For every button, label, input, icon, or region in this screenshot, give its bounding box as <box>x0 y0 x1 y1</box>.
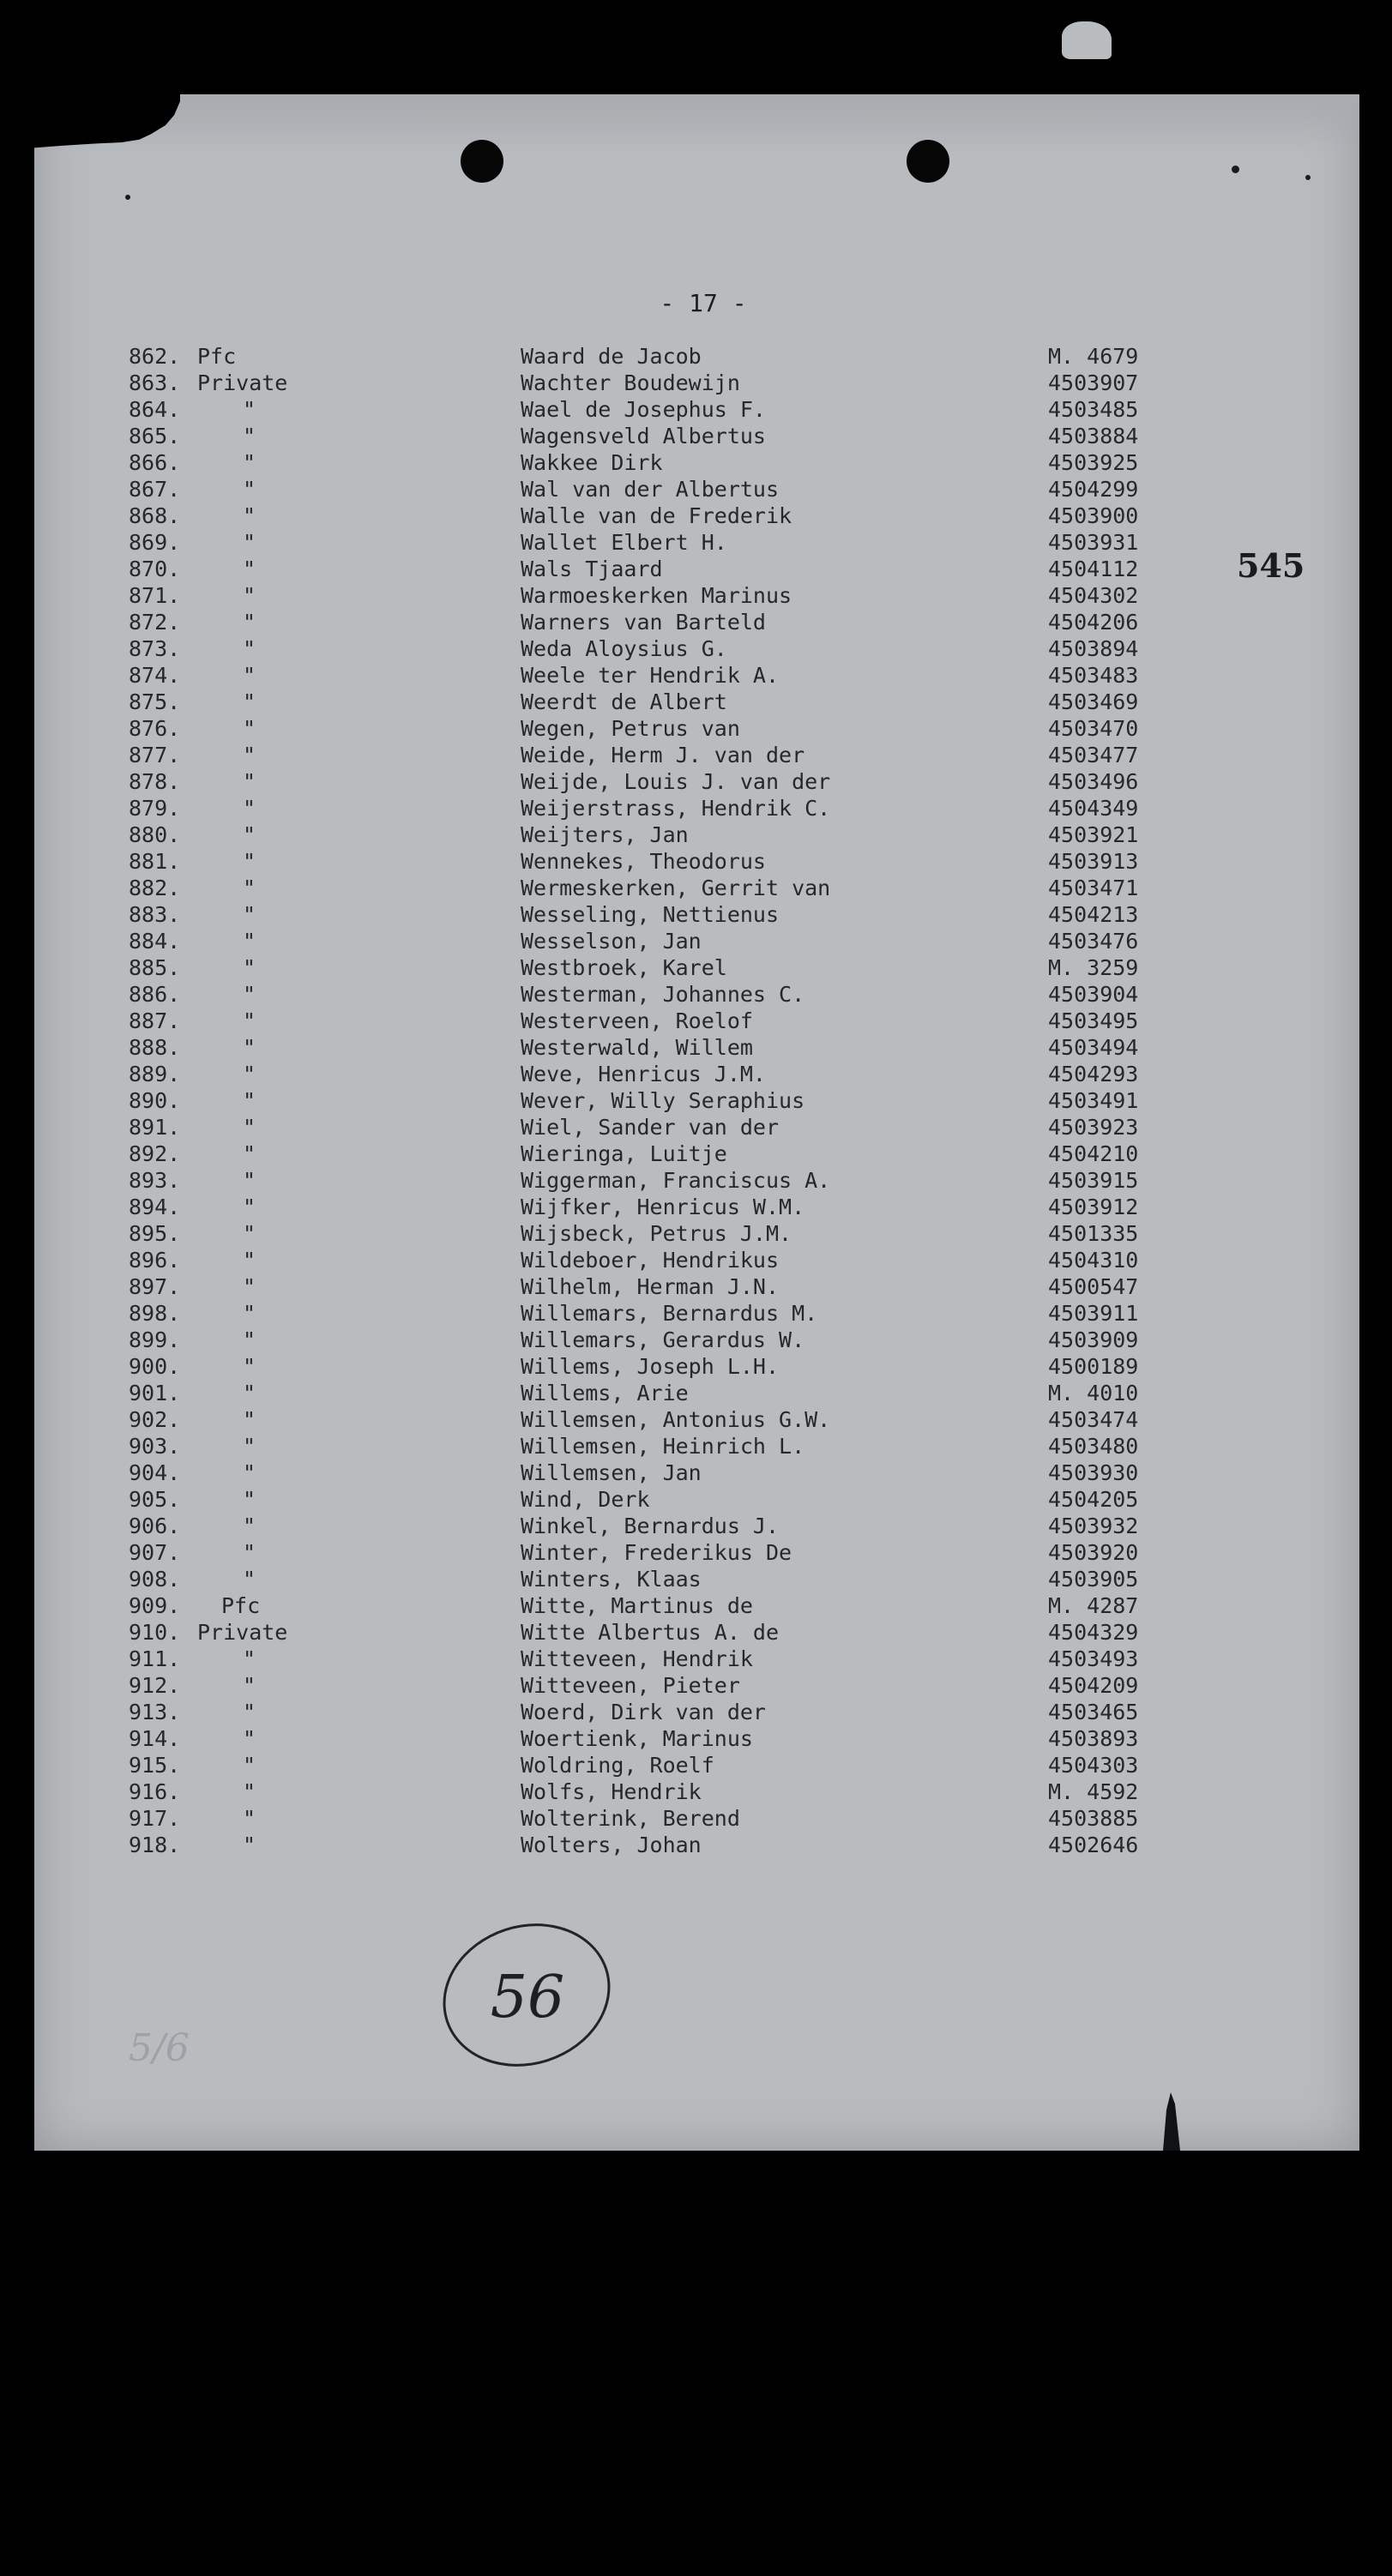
row-serial: M. 4287 <box>1048 1593 1139 1618</box>
row-rank: " <box>243 450 256 475</box>
row-rank: " <box>243 1035 256 1060</box>
row-name: Westerwald, Willem <box>521 1035 753 1060</box>
row-number: 900. <box>129 1354 181 1379</box>
row-name: Weijters, Jan <box>521 822 689 847</box>
row-serial: 4502646 <box>1048 1833 1139 1857</box>
row-serial: 4503493 <box>1048 1646 1139 1671</box>
row-rank: " <box>243 1248 256 1273</box>
row-serial: 4503471 <box>1048 876 1139 900</box>
row-number: 888. <box>129 1035 181 1060</box>
row-name: Witte, Martinus de <box>521 1593 753 1618</box>
row-serial: 4503905 <box>1048 1567 1139 1592</box>
roster-row <box>0 1592 1392 1619</box>
row-serial: 4503894 <box>1048 636 1139 661</box>
row-rank: " <box>243 1514 256 1538</box>
row-rank: Private <box>197 1620 288 1645</box>
row-number: 867. <box>129 477 181 502</box>
row-name: Wakkee Dirk <box>521 450 663 475</box>
roster-row <box>0 1061 1392 1087</box>
roster-row <box>0 1273 1392 1300</box>
row-serial: 4503912 <box>1048 1195 1139 1219</box>
row-rank: " <box>243 397 256 422</box>
row-name: Wennekes, Theodorus <box>521 849 766 874</box>
row-name: Wolterink, Berend <box>521 1806 740 1831</box>
roster-row <box>0 423 1392 449</box>
roster-row <box>0 1539 1392 1566</box>
row-number: 891. <box>129 1115 181 1140</box>
row-number: 879. <box>129 796 181 821</box>
row-rank: " <box>243 1115 256 1140</box>
row-number: 908. <box>129 1567 181 1592</box>
row-name: Westerman, Johannes C. <box>521 982 805 1007</box>
row-rank: " <box>243 1168 256 1193</box>
row-number: 894. <box>129 1195 181 1219</box>
row-number: 881. <box>129 849 181 874</box>
row-rank: " <box>243 1141 256 1166</box>
row-number: 895. <box>129 1221 181 1246</box>
roster-row <box>0 1087 1392 1114</box>
roster-row <box>0 1725 1392 1752</box>
row-number: 898. <box>129 1301 181 1326</box>
roster-row <box>0 1406 1392 1433</box>
row-number: 892. <box>129 1141 181 1166</box>
roster-row <box>0 875 1392 901</box>
row-rank: " <box>243 1407 256 1432</box>
row-rank: " <box>243 1833 256 1857</box>
roster-row <box>0 476 1392 503</box>
row-rank: " <box>243 902 256 927</box>
row-rank: " <box>243 503 256 528</box>
row-rank: " <box>243 1008 256 1033</box>
roster-row <box>0 1353 1392 1380</box>
row-name: Wals Tjaard <box>521 557 663 581</box>
row-number: 875. <box>129 689 181 714</box>
row-name: Wermeskerken, Gerrit van <box>521 876 831 900</box>
row-number: 918. <box>129 1833 181 1857</box>
row-serial: 4500189 <box>1048 1354 1139 1379</box>
row-number: 909. <box>129 1593 181 1618</box>
row-serial: 4504329 <box>1048 1620 1139 1645</box>
row-name: Wiel, Sander van der <box>521 1115 780 1140</box>
row-number: 876. <box>129 716 181 741</box>
row-serial: 4503921 <box>1048 822 1139 847</box>
row-rank: " <box>243 1301 256 1326</box>
row-name: Winkel, Bernardus J. <box>521 1514 780 1538</box>
roster-row <box>0 768 1392 795</box>
roster-row <box>0 609 1392 635</box>
row-name: Wesselson, Jan <box>521 929 702 954</box>
row-serial: 4503496 <box>1048 769 1139 794</box>
roster-row <box>0 635 1392 662</box>
row-name: Westerveen, Roelof <box>521 1008 753 1033</box>
roster-row <box>0 1327 1392 1353</box>
roster-row <box>0 1220 1392 1247</box>
roster-row <box>0 1008 1392 1034</box>
row-serial: 4503485 <box>1048 397 1139 422</box>
row-name: Wolfs, Hendrik <box>521 1779 702 1804</box>
roster-row <box>0 1167 1392 1194</box>
row-rank: " <box>243 769 256 794</box>
row-name: Weerdt de Albert <box>521 689 727 714</box>
row-number: 874. <box>129 663 181 688</box>
row-number: 884. <box>129 929 181 954</box>
row-name: Weele ter Hendrik A. <box>521 663 780 688</box>
row-serial: 4501335 <box>1048 1221 1139 1246</box>
row-name: Willemsen, Jan <box>521 1460 702 1485</box>
row-number: 902. <box>129 1407 181 1432</box>
row-serial: 4504112 <box>1048 557 1139 581</box>
row-name: Wijfker, Henricus W.M. <box>521 1195 805 1219</box>
row-serial: 4503925 <box>1048 450 1139 475</box>
ink-speck <box>125 195 130 200</box>
roster-row <box>0 928 1392 954</box>
row-rank: " <box>243 557 256 581</box>
roster-row <box>0 1619 1392 1646</box>
row-serial: M. 4679 <box>1048 344 1139 369</box>
row-number: 905. <box>129 1487 181 1512</box>
row-rank: " <box>243 477 256 502</box>
row-serial: 4504299 <box>1048 477 1139 502</box>
row-rank: " <box>243 1274 256 1299</box>
row-serial: 4503495 <box>1048 1008 1139 1033</box>
row-number: 887. <box>129 1008 181 1033</box>
row-serial: 4504213 <box>1048 902 1139 927</box>
folio-number: 545 <box>1237 546 1305 585</box>
row-number: 870. <box>129 557 181 581</box>
row-name: Wever, Willy Seraphius <box>521 1088 805 1113</box>
row-serial: 4503913 <box>1048 849 1139 874</box>
row-name: Weijde, Louis J. van der <box>521 769 831 794</box>
punch-hole-left <box>461 140 503 183</box>
roster-list <box>0 343 1392 1858</box>
row-rank: " <box>243 583 256 608</box>
roster-row <box>0 822 1392 848</box>
row-rank: " <box>243 822 256 847</box>
roster-row <box>0 1486 1392 1513</box>
row-number: 907. <box>129 1540 181 1565</box>
row-rank: " <box>243 929 256 954</box>
row-number: 878. <box>129 769 181 794</box>
row-name: Wilhelm, Herman J.N. <box>521 1274 780 1299</box>
roster-row <box>0 556 1392 582</box>
punch-hole-right <box>907 140 949 183</box>
row-number: 910. <box>129 1620 181 1645</box>
row-rank: " <box>243 610 256 635</box>
roster-row <box>0 901 1392 928</box>
row-name: Weda Aloysius G. <box>521 636 727 661</box>
roster-row <box>0 1114 1392 1141</box>
row-rank: " <box>243 1327 256 1352</box>
row-rank: " <box>243 1673 256 1698</box>
row-name: Witte Albertus A. de <box>521 1620 780 1645</box>
row-number: 896. <box>129 1248 181 1273</box>
row-rank: " <box>243 1646 256 1671</box>
circled-number: 56 <box>490 1964 565 2031</box>
row-number: 863. <box>129 370 181 395</box>
roster-row <box>0 689 1392 715</box>
row-rank: " <box>243 530 256 555</box>
row-name: Waard de Jacob <box>521 344 702 369</box>
row-number: 890. <box>129 1088 181 1113</box>
roster-row <box>0 1194 1392 1220</box>
roster-row <box>0 343 1392 370</box>
row-name: Winter, Frederikus De <box>521 1540 792 1565</box>
row-name: Wieringa, Luitje <box>521 1141 727 1166</box>
row-name: Woertienk, Marinus <box>521 1726 753 1751</box>
row-serial: 4503494 <box>1048 1035 1139 1060</box>
roster-row <box>0 1247 1392 1273</box>
row-serial: 4503491 <box>1048 1088 1139 1113</box>
roster-row <box>0 1646 1392 1672</box>
roster-row <box>0 582 1392 609</box>
row-name: Wael de Josephus F. <box>521 397 766 422</box>
roster-row <box>0 396 1392 423</box>
row-rank: " <box>243 1753 256 1778</box>
paper-tab <box>1062 21 1112 59</box>
row-serial: 4503476 <box>1048 929 1139 954</box>
row-rank: " <box>243 1088 256 1113</box>
row-serial: 4500547 <box>1048 1274 1139 1299</box>
row-serial: 4503920 <box>1048 1540 1139 1565</box>
roster-row <box>0 1566 1392 1592</box>
row-serial: 4503480 <box>1048 1434 1139 1459</box>
row-number: 882. <box>129 876 181 900</box>
roster-row <box>0 981 1392 1008</box>
row-name: Wal van der Albertus <box>521 477 780 502</box>
row-serial: 4503923 <box>1048 1115 1139 1140</box>
row-serial: M. 3259 <box>1048 955 1139 980</box>
row-serial: 4503483 <box>1048 663 1139 688</box>
row-name: Willems, Joseph L.H. <box>521 1354 780 1379</box>
row-rank: " <box>243 876 256 900</box>
row-name: Wesseling, Nettienus <box>521 902 780 927</box>
row-number: 893. <box>129 1168 181 1193</box>
row-name: Witteveen, Pieter <box>521 1673 740 1698</box>
ink-speck <box>1232 166 1239 173</box>
row-rank: " <box>243 1381 256 1405</box>
row-serial: 4503900 <box>1048 503 1139 528</box>
row-name: Wildeboer, Hendrikus <box>521 1248 780 1273</box>
row-number: 883. <box>129 902 181 927</box>
row-rank: " <box>243 1567 256 1592</box>
row-number: 868. <box>129 503 181 528</box>
roster-row <box>0 1513 1392 1539</box>
row-number: 877. <box>129 743 181 767</box>
row-serial: 4503907 <box>1048 370 1139 395</box>
row-name: Weide, Herm J. van der <box>521 743 805 767</box>
roster-row <box>0 1779 1392 1805</box>
row-serial: 4503911 <box>1048 1301 1139 1326</box>
roster-row <box>0 370 1392 396</box>
row-rank: " <box>243 716 256 741</box>
row-serial: 4503930 <box>1048 1460 1139 1485</box>
row-number: 912. <box>129 1673 181 1698</box>
row-name: Willemsen, Antonius G.W. <box>521 1407 831 1432</box>
row-rank: " <box>243 424 256 448</box>
row-name: Wegen, Petrus van <box>521 716 740 741</box>
row-number: 901. <box>129 1381 181 1405</box>
row-serial: 4503932 <box>1048 1514 1139 1538</box>
roster-row <box>0 1805 1392 1832</box>
row-serial: 4504210 <box>1048 1141 1139 1166</box>
roster-row <box>0 1433 1392 1460</box>
row-name: Willems, Arie <box>521 1381 689 1405</box>
row-rank: " <box>243 1779 256 1804</box>
row-serial: 4504206 <box>1048 610 1139 635</box>
roster-row <box>0 1380 1392 1406</box>
row-serial: 4504209 <box>1048 1673 1139 1698</box>
row-name: Wallet Elbert H. <box>521 530 727 555</box>
roster-row <box>0 1141 1392 1167</box>
roster-row <box>0 1300 1392 1327</box>
row-name: Wachter Boudewijn <box>521 370 740 395</box>
row-number: 869. <box>129 530 181 555</box>
row-number: 886. <box>129 982 181 1007</box>
row-rank: Pfc <box>221 1593 261 1618</box>
row-rank: " <box>243 1726 256 1751</box>
row-serial: M. 4010 <box>1048 1381 1139 1405</box>
roster-row <box>0 1752 1392 1779</box>
roster-row <box>0 1699 1392 1725</box>
row-name: Willemars, Gerardus W. <box>521 1327 805 1352</box>
row-rank: " <box>243 743 256 767</box>
row-name: Wijsbeck, Petrus J.M. <box>521 1221 792 1246</box>
row-name: Wagensveld Albertus <box>521 424 766 448</box>
row-rank: " <box>243 1354 256 1379</box>
row-number: 903. <box>129 1434 181 1459</box>
row-name: Wolters, Johan <box>521 1833 702 1857</box>
row-serial: 4504293 <box>1048 1062 1139 1086</box>
row-serial: 4504205 <box>1048 1487 1139 1512</box>
row-number: 871. <box>129 583 181 608</box>
row-name: Wind, Derk <box>521 1487 650 1512</box>
pencil-note: 5/6 <box>129 2026 190 2070</box>
row-serial: 4504310 <box>1048 1248 1139 1273</box>
row-number: 913. <box>129 1700 181 1724</box>
ink-speck <box>1305 175 1311 180</box>
row-rank: " <box>243 636 256 661</box>
roster-row <box>0 1832 1392 1858</box>
row-number: 906. <box>129 1514 181 1538</box>
row-rank: " <box>243 1700 256 1724</box>
roster-row <box>0 742 1392 768</box>
row-rank: " <box>243 1221 256 1246</box>
row-serial: M. 4592 <box>1048 1779 1139 1804</box>
row-serial: 4503915 <box>1048 1168 1139 1193</box>
row-name: Wiggerman, Franciscus A. <box>521 1168 831 1193</box>
row-rank: " <box>243 1434 256 1459</box>
row-number: 862. <box>129 344 181 369</box>
row-serial: 4503885 <box>1048 1806 1139 1831</box>
row-number: 889. <box>129 1062 181 1086</box>
row-number: 917. <box>129 1806 181 1831</box>
row-name: Westbroek, Karel <box>521 955 727 980</box>
roster-row <box>0 1460 1392 1486</box>
row-serial: 4504349 <box>1048 796 1139 821</box>
row-rank: " <box>243 1487 256 1512</box>
row-name: Weijerstrass, Hendrik C. <box>521 796 831 821</box>
row-rank: " <box>243 1062 256 1086</box>
row-number: 866. <box>129 450 181 475</box>
roster-row <box>0 954 1392 981</box>
row-rank: " <box>243 689 256 714</box>
row-name: Walle van de Frederik <box>521 503 792 528</box>
roster-row <box>0 449 1392 476</box>
row-rank: " <box>243 955 256 980</box>
row-number: 880. <box>129 822 181 847</box>
row-rank: " <box>243 849 256 874</box>
row-serial: 4503465 <box>1048 1700 1139 1724</box>
row-name: Willemsen, Heinrich L. <box>521 1434 805 1459</box>
row-rank: Pfc <box>197 344 237 369</box>
row-serial: 4503470 <box>1048 716 1139 741</box>
row-rank: Private <box>197 370 288 395</box>
roster-row <box>0 715 1392 742</box>
row-serial: 4503474 <box>1048 1407 1139 1432</box>
row-rank: " <box>243 982 256 1007</box>
row-rank: " <box>243 1806 256 1831</box>
row-serial: 4503477 <box>1048 743 1139 767</box>
row-serial: 4504302 <box>1048 583 1139 608</box>
row-serial: 4503909 <box>1048 1327 1139 1352</box>
row-serial: 4503904 <box>1048 982 1139 1007</box>
row-name: Willemars, Bernardus M. <box>521 1301 818 1326</box>
roster-row <box>0 529 1392 556</box>
row-rank: " <box>243 663 256 688</box>
page-number: - 17 - <box>660 289 747 317</box>
row-number: 865. <box>129 424 181 448</box>
row-number: 914. <box>129 1726 181 1751</box>
row-number: 873. <box>129 636 181 661</box>
row-number: 915. <box>129 1753 181 1778</box>
row-number: 916. <box>129 1779 181 1804</box>
row-rank: " <box>243 1460 256 1485</box>
row-name: Winters, Klaas <box>521 1567 702 1592</box>
row-rank: " <box>243 1540 256 1565</box>
row-serial: 4504303 <box>1048 1753 1139 1778</box>
row-number: 899. <box>129 1327 181 1352</box>
row-number: 885. <box>129 955 181 980</box>
roster-row <box>0 662 1392 689</box>
row-number: 872. <box>129 610 181 635</box>
row-rank: " <box>243 1195 256 1219</box>
row-number: 897. <box>129 1274 181 1299</box>
row-rank: " <box>243 796 256 821</box>
row-name: Weve, Henricus J.M. <box>521 1062 766 1086</box>
row-serial: 4503893 <box>1048 1726 1139 1751</box>
row-name: Woldring, Roelf <box>521 1753 714 1778</box>
row-serial: 4503931 <box>1048 530 1139 555</box>
row-name: Warmoeskerken Marinus <box>521 583 792 608</box>
roster-row <box>0 848 1392 875</box>
row-serial: 4503884 <box>1048 424 1139 448</box>
roster-row <box>0 1672 1392 1699</box>
row-serial: 4503469 <box>1048 689 1139 714</box>
row-name: Warners van Barteld <box>521 610 766 635</box>
row-name: Woerd, Dirk van der <box>521 1700 766 1724</box>
row-name: Witteveen, Hendrik <box>521 1646 753 1671</box>
row-number: 864. <box>129 397 181 422</box>
roster-row <box>0 795 1392 822</box>
row-number: 904. <box>129 1460 181 1485</box>
roster-row <box>0 503 1392 529</box>
roster-row <box>0 1034 1392 1061</box>
row-number: 911. <box>129 1646 181 1671</box>
